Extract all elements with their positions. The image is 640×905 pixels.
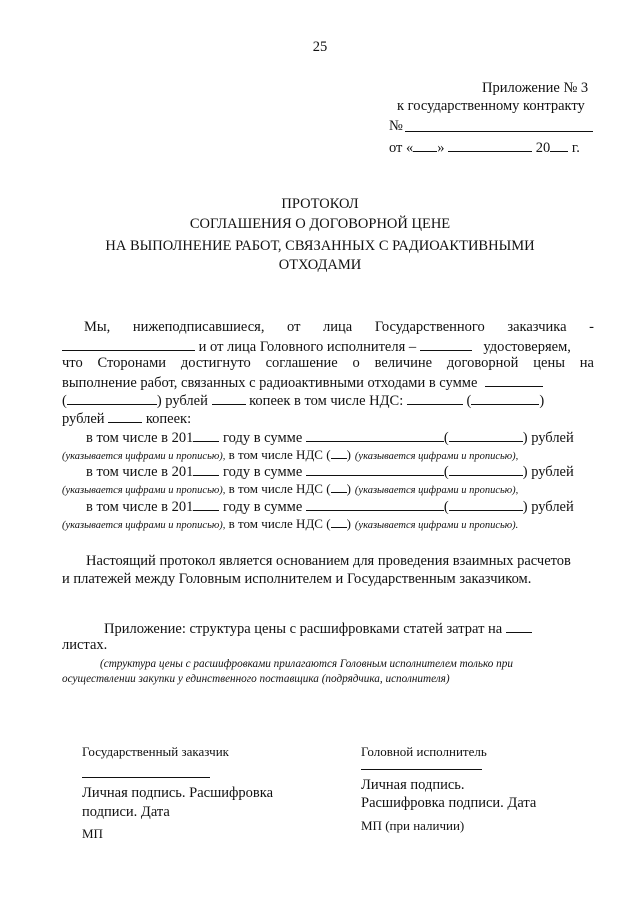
- note-text: (указывается цифрами и прописью),: [354, 451, 519, 462]
- p1-text: ) рублей: [156, 393, 208, 409]
- vat-text: в том числе НДС (: [225, 447, 331, 462]
- year-row-text: ) рублей: [522, 464, 574, 480]
- year-blank: [193, 427, 219, 442]
- p1-text: рублей: [62, 411, 105, 427]
- vat-words-blank: [471, 390, 539, 405]
- p1-text: копеек:: [145, 411, 192, 427]
- p1-word: заказчика: [507, 319, 567, 335]
- year-row-text: в том числе в 201: [86, 499, 194, 515]
- sheets-blank: [506, 618, 532, 633]
- date-quote: »: [437, 140, 445, 156]
- p1-text: (: [62, 393, 67, 409]
- year-row-text: году в сумме: [223, 430, 303, 446]
- customer-stamp: МП: [82, 826, 103, 841]
- year-sum-words-blank: [449, 461, 523, 476]
- note-text: (указывается цифрами и прописью),: [62, 520, 226, 531]
- year-row-text: (: [443, 464, 449, 480]
- customer-sig-caption-1: Личная подпись. Расшифровка: [82, 785, 274, 801]
- date-g-label: г.: [571, 140, 580, 156]
- appendix-line-2: листах.: [62, 637, 108, 653]
- contractor-sig-caption-1: Личная подпись.: [361, 777, 465, 793]
- year-sum-blank: [306, 461, 444, 476]
- appendix-line-1: [104, 618, 532, 638]
- p1-word: лица: [323, 319, 353, 335]
- year-row-text: в том числе в 201: [86, 464, 194, 480]
- p1-line-4: [62, 372, 543, 392]
- year-sum-words-blank: [449, 427, 523, 442]
- p1-line-2: [62, 336, 571, 356]
- contract-number-label: №: [389, 118, 403, 134]
- note-text: (указывается цифрами и прописью),: [62, 485, 226, 496]
- title-line-1: ПРОТОКОЛ: [281, 196, 359, 212]
- sum-blank: [485, 372, 543, 387]
- year-sum-blank: [306, 427, 444, 442]
- customer-signature-line: [82, 777, 210, 778]
- date-from-label: от «: [389, 140, 414, 156]
- year-blank: [193, 461, 219, 476]
- date-day-blank: [413, 137, 437, 152]
- p1-line-1: [84, 318, 594, 336]
- note-text: (указывается цифрами и прописью),: [354, 485, 519, 496]
- p1-text: выполнение работ, связанных с радиоактивными отходами в сумме: [62, 375, 478, 391]
- p1-line-5: [62, 390, 544, 410]
- year-sum-words-blank: [449, 496, 523, 511]
- year-row-text: ) рублей: [522, 430, 574, 446]
- year-row-text: ) рублей: [522, 499, 574, 515]
- vat-text: ): [346, 447, 351, 462]
- p1-text: удостоверяем,: [483, 339, 571, 355]
- kopeks-blank: [212, 390, 246, 405]
- p1-word: Мы,: [84, 319, 111, 335]
- note-text: (указывается цифрами и прописью),: [62, 451, 226, 462]
- vat-kopeks-blank: [108, 408, 142, 423]
- p1-word: -: [589, 319, 594, 335]
- p1-word: нижеподписавшиеся,: [132, 319, 265, 335]
- appendix-text: Приложение: структура цены с расшифровками статей затрат на: [104, 621, 503, 637]
- p1-word: Государственного: [374, 319, 485, 335]
- customer-blank: [62, 336, 195, 351]
- year-row-2: [86, 461, 574, 481]
- year-blank: [193, 496, 219, 511]
- vat-text: ): [346, 516, 351, 531]
- date-month-blank: [448, 137, 532, 152]
- p1-text: и от лица Головного исполнителя –: [198, 339, 417, 355]
- vat-blank: [331, 447, 347, 459]
- year-row-text: году в сумме: [223, 499, 303, 515]
- page-number: 25: [312, 39, 328, 55]
- contractor-title: Головной исполнитель: [361, 744, 487, 759]
- date-year-label: 20: [535, 140, 551, 156]
- year-row-text: году в сумме: [223, 464, 303, 480]
- title-line-4: ОТХОДАМИ: [278, 257, 362, 273]
- contractor-signature-line: [361, 769, 482, 770]
- customer-title: Государственный заказчик: [82, 744, 229, 759]
- p1-word: от: [287, 319, 301, 335]
- contract-date: [389, 137, 580, 157]
- contractor-blank: [420, 336, 472, 351]
- year-row-text: (: [443, 430, 449, 446]
- contract-ref: к государственному контракту: [397, 98, 585, 114]
- vat-text: в том числе НДС (: [225, 516, 331, 531]
- contract-number-line: [405, 131, 593, 132]
- p2-line-2: и платежей между Головным исполнителем и Государственным заказчиком.: [62, 571, 532, 587]
- vat-blank: [331, 516, 347, 528]
- customer-sig-caption-2: подписи. Дата: [82, 804, 170, 820]
- vat-text: в том числе НДС (: [225, 481, 331, 496]
- year-sum-blank: [306, 496, 444, 511]
- year-row-3-note: [62, 515, 518, 533]
- p1-text: (: [466, 393, 472, 409]
- p1-text: ): [539, 393, 545, 409]
- year-row-text: (: [443, 499, 449, 515]
- title-line-3: НА ВЫПОЛНЕНИЕ РАБОТ, СВЯЗАННЫХ С РАДИОАКТИВНЫМИ: [105, 238, 535, 254]
- p1-text: копеек в том числе НДС:: [249, 393, 404, 409]
- year-row-3: [86, 496, 574, 516]
- contractor-stamp: МП (при наличии): [361, 818, 465, 833]
- title-line-2: СОГЛАШЕНИЯ О ДОГОВОРНОЙ ЦЕНЕ: [189, 216, 451, 232]
- year-row-1: [86, 427, 574, 447]
- note-line-2: осуществлении закупки у единственного поставщика (подрядчика, исполнителя): [62, 673, 450, 685]
- vat-blank: [331, 481, 347, 493]
- sum-words-blank: [67, 390, 157, 405]
- appendix-label: Приложение № 3: [482, 80, 589, 96]
- date-year-blank: [550, 137, 568, 152]
- p1-line-3: что Сторонами достигнуто соглашение о величине договорной цены на: [62, 355, 594, 371]
- contractor-sig-caption-2: Расшифровка подписи. Дата: [361, 795, 537, 811]
- note-text: (указывается цифрами и прописью).: [354, 520, 519, 531]
- note-line-1: (структура цены с расшифровками прилагаются Головным исполнителем только при: [100, 658, 513, 670]
- vat-text: ): [346, 481, 351, 496]
- vat-blank: [407, 390, 463, 405]
- year-row-text: в том числе в 201: [86, 430, 194, 446]
- p2-line-1: Настоящий протокол является основанием для проведения взаимных расчетов: [86, 553, 571, 569]
- p1-line-6: [62, 408, 191, 428]
